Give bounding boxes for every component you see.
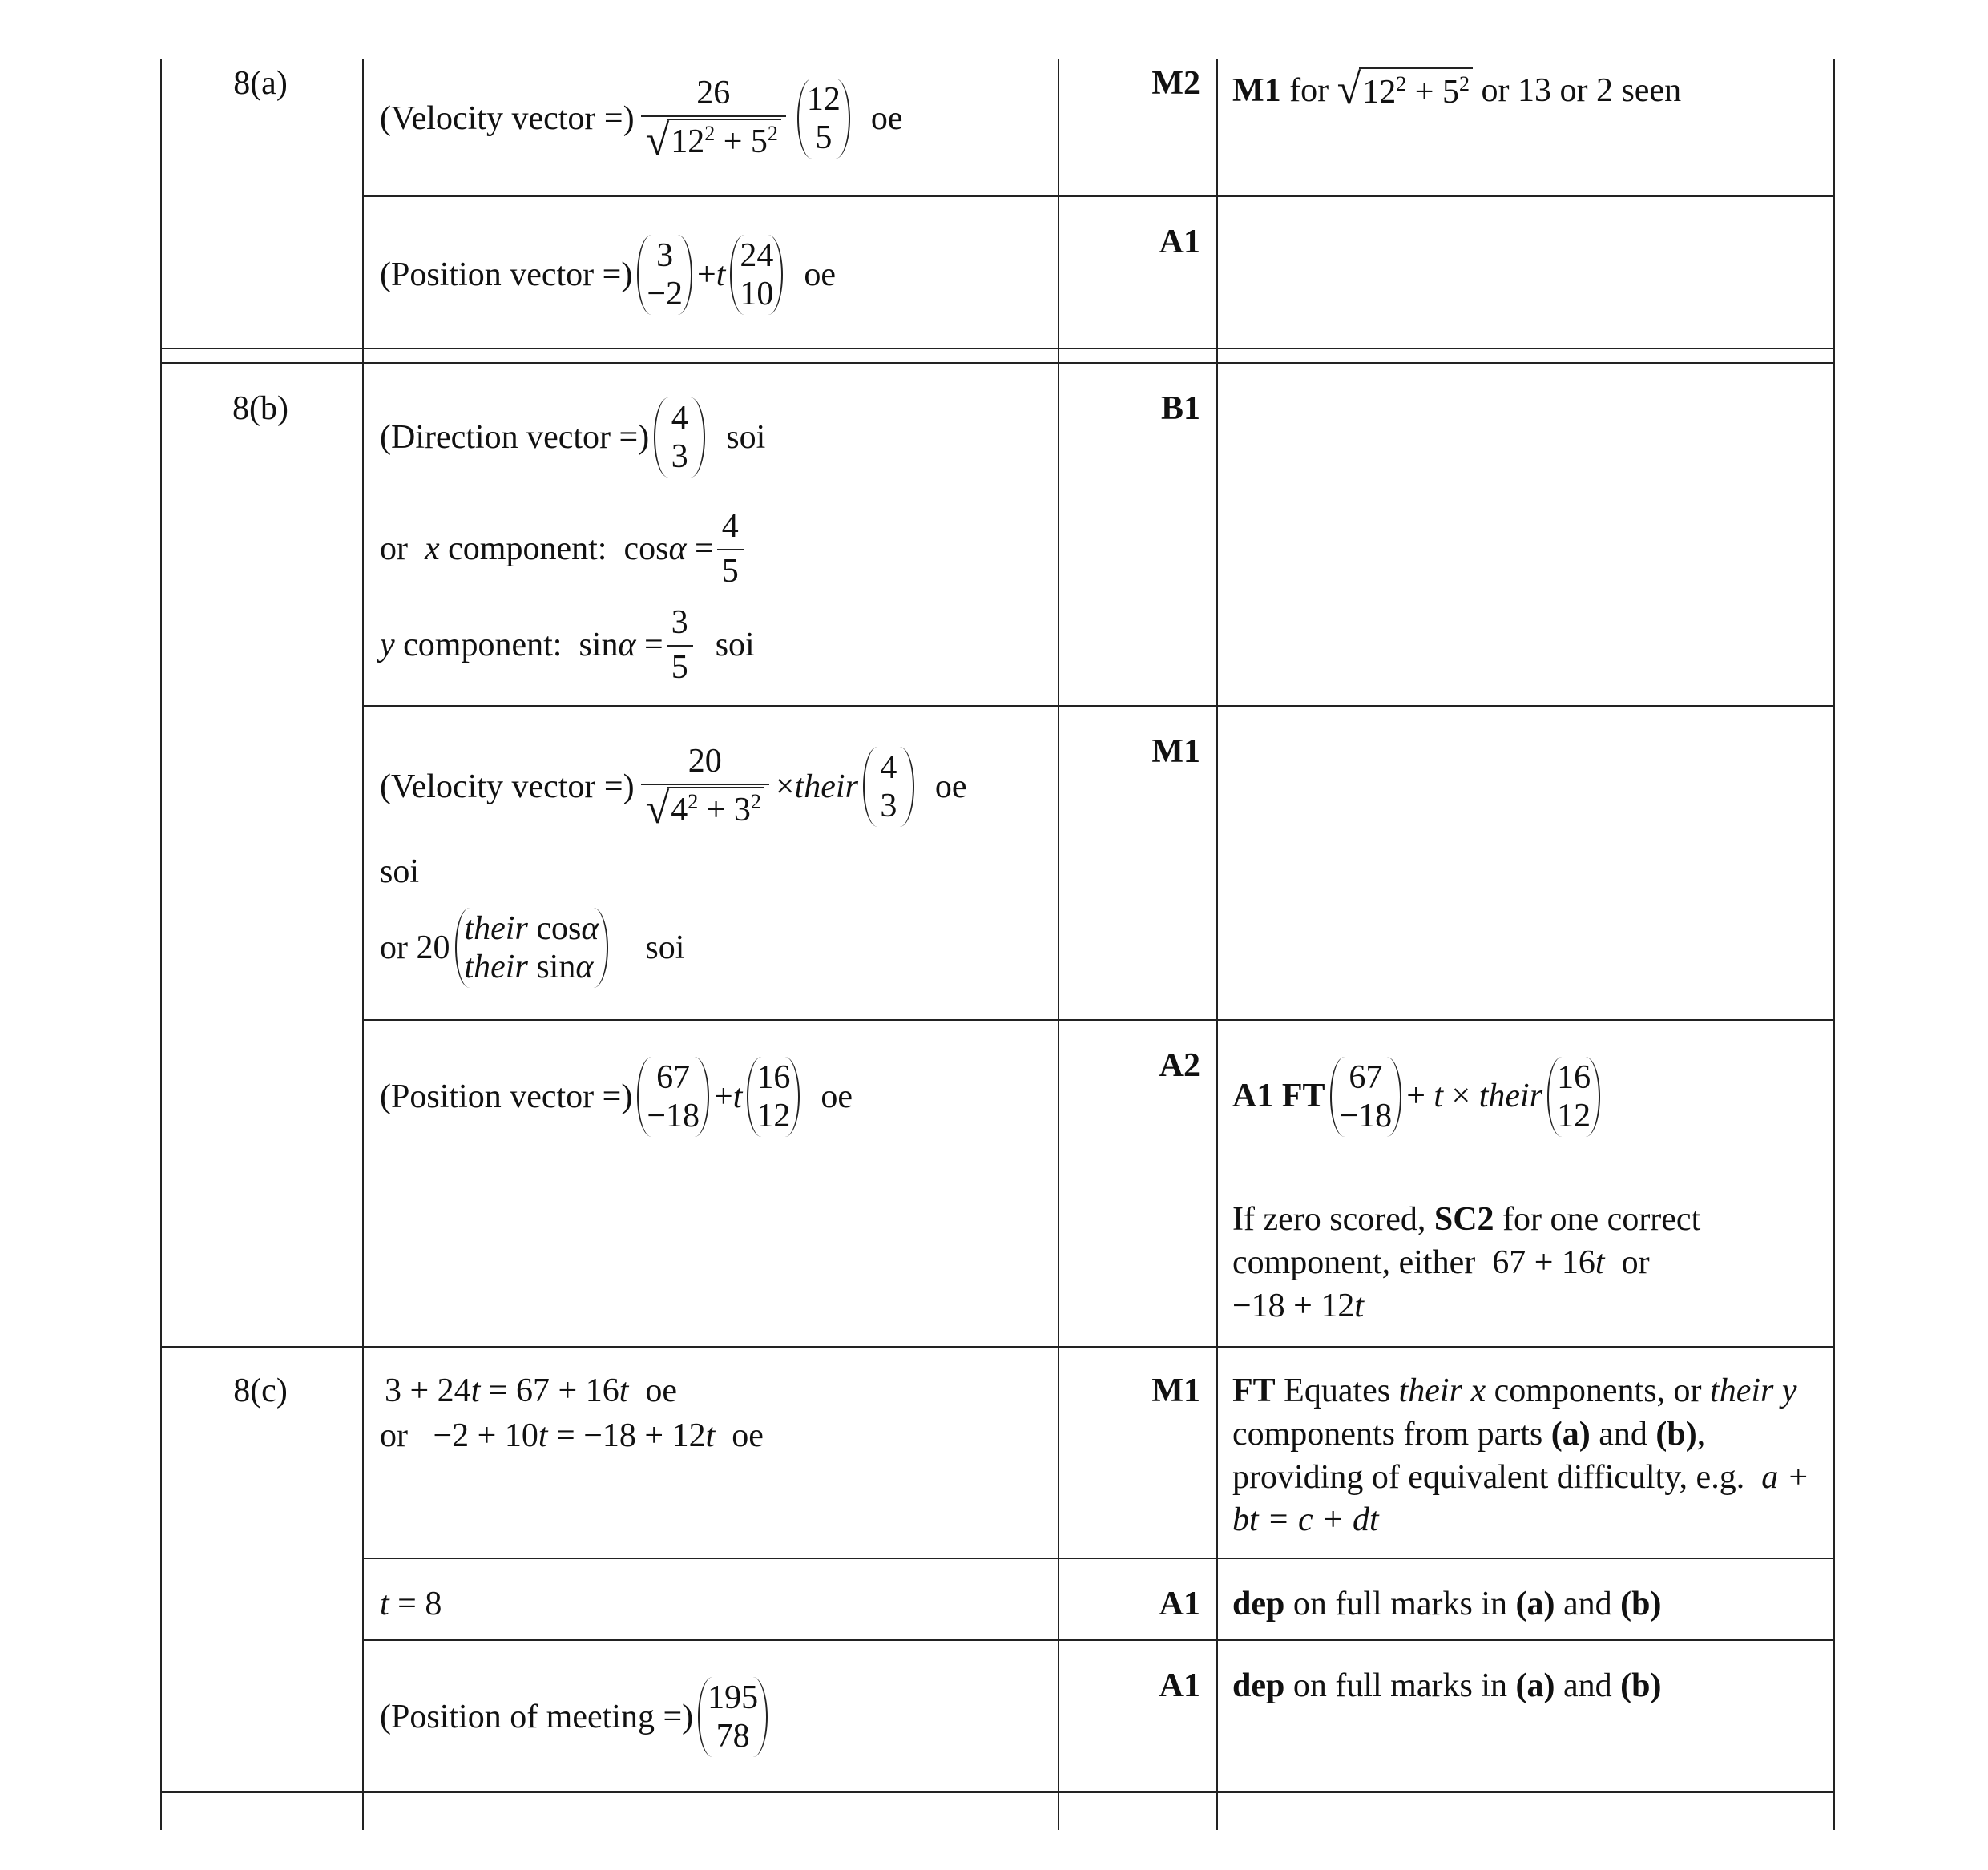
op: + xyxy=(1406,1078,1425,1115)
t-var: t xyxy=(705,1417,716,1454)
guidance-text: or xyxy=(1621,1243,1650,1281)
times: × xyxy=(775,768,795,805)
eq-term: = 67 + 16 xyxy=(488,1372,619,1409)
vec-bottom: 12 xyxy=(1557,1098,1591,1134)
velocity-prefix: (Velocity vector =) xyxy=(380,100,635,137)
component-word: component: xyxy=(403,627,563,663)
guidance-text: , providing of equivalent difficulty, xyxy=(1232,1415,1706,1496)
y-var: y xyxy=(380,627,395,663)
cos-fn: cos xyxy=(536,909,582,947)
or-word: or xyxy=(380,1417,408,1454)
guidance-text: or 13 or 2 seen xyxy=(1481,71,1682,109)
guidance-8c-3 xyxy=(1232,1665,1825,1708)
soi-note: soi xyxy=(645,929,685,966)
vec-bottom: −18 xyxy=(1339,1098,1393,1134)
term: 4 xyxy=(671,792,688,828)
oe-note: oe xyxy=(934,768,967,805)
eq-term: −2 + 10 xyxy=(433,1417,538,1454)
t-var: t xyxy=(538,1417,548,1454)
answer-8c-t-value xyxy=(380,1583,442,1626)
guidance-text: on full marks in xyxy=(1292,1667,1507,1704)
guidance-bold: A1 FT xyxy=(1232,1078,1325,1115)
sqrt: √ $4^2 + 3^2$ xyxy=(646,787,764,830)
guidance-text: and xyxy=(1563,1586,1612,1622)
guidance-8c-2 xyxy=(1232,1583,1825,1626)
guidance-8a-1 xyxy=(1232,67,1825,115)
column-vector xyxy=(637,1057,709,1138)
vec-top: 3 xyxy=(656,236,674,274)
term: 12 xyxy=(1362,74,1397,111)
row-line xyxy=(362,1019,1835,1021)
guidance-bold: (a) xyxy=(1515,1667,1555,1704)
col-line-2 xyxy=(362,59,364,1830)
mark-8c-3: A1 xyxy=(1159,1667,1200,1704)
op: + xyxy=(697,256,716,293)
column-vector xyxy=(654,397,705,478)
eq-term: = −18 + 12 xyxy=(556,1417,706,1454)
mark-8a-1: M2 xyxy=(1151,65,1200,102)
oe-note: oe xyxy=(732,1417,764,1454)
t-var: t xyxy=(380,1586,389,1622)
vec-top: 24 xyxy=(740,236,774,274)
guidance-text: for xyxy=(1289,71,1329,109)
row-line xyxy=(362,705,1835,707)
their-word: their xyxy=(794,768,858,805)
denominator xyxy=(641,115,786,163)
t-var: t xyxy=(1595,1243,1605,1281)
guidance-italic: their y xyxy=(1710,1372,1797,1409)
answer-8b-direction xyxy=(380,389,765,486)
term: 5 xyxy=(750,123,768,160)
guidance-italic: their x xyxy=(1398,1372,1486,1409)
op: + xyxy=(714,1078,733,1115)
vec-bottom: 78 xyxy=(716,1718,750,1755)
guidance-text: components, or xyxy=(1494,1372,1702,1409)
guidance-text: e.g. xyxy=(1696,1458,1745,1496)
col-line-3 xyxy=(1058,59,1059,1830)
vec-top: 16 xyxy=(756,1058,791,1096)
alpha: α xyxy=(618,627,636,663)
answer-8a-position xyxy=(380,223,836,327)
t-var: t xyxy=(732,1078,743,1115)
row-line-double-b xyxy=(160,362,1835,364)
soi-note: soi xyxy=(726,419,766,456)
vec-bottom: −18 xyxy=(647,1098,700,1134)
vec-bottom: 3 xyxy=(880,788,897,824)
answer-8a-velocity xyxy=(380,62,903,175)
vec-top: 195 xyxy=(708,1679,759,1716)
exp: 2 xyxy=(1396,72,1407,95)
answer-8b-velocity xyxy=(380,731,967,843)
guidance-bold: (b) xyxy=(1620,1586,1662,1622)
question-label-8a: 8(a) xyxy=(233,65,288,102)
cos-fn: cos xyxy=(623,530,669,567)
mark-8a-2: A1 xyxy=(1159,224,1200,260)
vec-top: 12 xyxy=(806,80,841,118)
mark-8c-1: M1 xyxy=(1151,1372,1200,1409)
sqrt: √ $12^2 + 5^2$ xyxy=(646,119,781,162)
vec-bottom: 10 xyxy=(740,276,774,312)
column-vector xyxy=(1330,1057,1402,1138)
column-vector xyxy=(730,235,783,316)
alpha: α xyxy=(575,949,594,985)
row-line xyxy=(160,1791,1835,1793)
guidance-text: for one correct xyxy=(1502,1201,1701,1238)
denominator xyxy=(641,784,769,832)
column-vector xyxy=(797,79,850,159)
question-label-8b: 8(b) xyxy=(232,390,288,427)
t-var: t xyxy=(716,256,726,293)
guidance-8b-sc2 xyxy=(1232,1199,1825,1328)
column-vector xyxy=(455,908,609,989)
eq-value: = 8 xyxy=(397,1586,442,1622)
or-20: or 20 xyxy=(380,929,450,966)
vec-bottom: 12 xyxy=(756,1098,791,1134)
exp: 2 xyxy=(704,122,716,145)
eq: = xyxy=(644,627,663,663)
position-prefix: (Position vector =) xyxy=(380,1078,633,1115)
guidance-bold: (a) xyxy=(1550,1415,1591,1453)
vec-bottom xyxy=(465,948,594,986)
fraction xyxy=(641,742,769,832)
guidance-text: on full marks in xyxy=(1292,1586,1507,1622)
vec-top: 67 xyxy=(656,1058,691,1096)
exp: 2 xyxy=(750,790,761,813)
direction-prefix: (Direction vector =) xyxy=(380,419,650,456)
oe-note: oe xyxy=(645,1372,678,1409)
mark-8b-1: B1 xyxy=(1160,390,1200,427)
numerator: 26 xyxy=(696,75,731,111)
vec-top: 67 xyxy=(1349,1058,1383,1096)
guidance-formula: a + bt = c + dt xyxy=(1232,1458,1810,1539)
t-var: t xyxy=(1434,1078,1444,1115)
row-line-double-a xyxy=(160,348,1835,349)
guidance-math: −18 + 12 xyxy=(1232,1287,1355,1324)
guidance-bold: FT xyxy=(1232,1372,1276,1409)
t-var: t xyxy=(619,1372,629,1409)
vec-top: 4 xyxy=(880,748,897,786)
position-prefix: (Position vector =) xyxy=(380,256,633,293)
guidance-text: If zero scored, xyxy=(1232,1201,1426,1238)
oe-note: oe xyxy=(870,100,903,137)
column-vector xyxy=(747,1057,800,1138)
numerator: 4 xyxy=(721,508,739,545)
col-line-1 xyxy=(160,59,162,1830)
answer-8b-y-component xyxy=(380,601,755,689)
times: × xyxy=(1451,1078,1471,1115)
column-vector xyxy=(1547,1057,1600,1138)
guidance-8c-1 xyxy=(1232,1370,1825,1542)
meeting-prefix: (Position of meeting =) xyxy=(380,1699,694,1735)
vec-bottom: 3 xyxy=(671,438,688,475)
guidance-text: and xyxy=(1599,1415,1647,1453)
t-var: t xyxy=(1354,1287,1365,1324)
exp: 2 xyxy=(688,790,699,813)
sin-fn: sin xyxy=(579,627,619,663)
denominator: 5 xyxy=(667,645,693,687)
alpha: α xyxy=(668,530,687,567)
eq: = xyxy=(695,530,714,567)
guidance-text: and xyxy=(1563,1667,1612,1704)
guidance-math: 67 + 16 xyxy=(1492,1243,1595,1281)
guidance-8b-3 xyxy=(1232,1045,1825,1149)
guidance-text: component, either xyxy=(1232,1243,1476,1281)
column-vector xyxy=(863,747,914,828)
guidance-bold: SC2 xyxy=(1434,1201,1494,1238)
alpha: α xyxy=(581,909,599,947)
x-var: x xyxy=(425,530,440,567)
col-line-4 xyxy=(1216,59,1218,1830)
velocity-prefix: (Velocity vector =) xyxy=(380,768,635,805)
oe-note: oe xyxy=(821,1078,853,1115)
their-word: their xyxy=(1478,1078,1543,1115)
oe-note: oe xyxy=(804,256,837,293)
op: + xyxy=(723,123,743,160)
answer-8c-equation xyxy=(385,1370,677,1413)
component-word: component: xyxy=(448,530,607,567)
op: + xyxy=(1414,74,1434,111)
or-word: or xyxy=(380,530,408,567)
op: + xyxy=(706,792,726,828)
vec-top: 4 xyxy=(671,399,688,437)
t-var: t xyxy=(470,1372,481,1409)
mark-8c-2: A1 xyxy=(1159,1586,1200,1622)
term: 12 xyxy=(671,123,705,160)
term: 3 xyxy=(733,792,751,828)
exp: 2 xyxy=(767,122,778,145)
eq-term: 3 + 24 xyxy=(385,1372,471,1409)
answer-8c-equation-alt xyxy=(380,1415,764,1457)
numerator: 3 xyxy=(671,604,688,641)
guidance-bold: (a) xyxy=(1515,1586,1555,1622)
soi-note: soi xyxy=(715,627,755,663)
guidance-bold: dep xyxy=(1232,1586,1285,1622)
vec-top: 16 xyxy=(1557,1058,1591,1096)
answer-8b-position xyxy=(380,1045,853,1149)
sqrt: √ $12^2 + 5^2$ xyxy=(1337,67,1473,115)
row-line xyxy=(362,1558,1835,1559)
mark-8b-2: M1 xyxy=(1151,733,1200,770)
term: 5 xyxy=(1442,74,1459,111)
exp: 2 xyxy=(1458,72,1470,95)
mark-8b-3: A2 xyxy=(1159,1047,1200,1084)
vec-top xyxy=(465,909,599,948)
their-word: their xyxy=(464,949,528,985)
their-word: their xyxy=(464,909,528,947)
column-vector xyxy=(637,235,692,316)
col-line-5 xyxy=(1833,59,1835,1830)
guidance-bold: dep xyxy=(1232,1667,1285,1704)
row-line xyxy=(362,1639,1835,1641)
soi-line: soi xyxy=(380,853,420,890)
vec-bottom: −2 xyxy=(647,276,683,312)
guidance-text: components from parts xyxy=(1232,1415,1543,1453)
column-vector xyxy=(698,1677,768,1758)
question-label-8c: 8(c) xyxy=(233,1372,288,1409)
row-line xyxy=(362,195,1835,197)
guidance-bold: (b) xyxy=(1655,1415,1697,1453)
sin-fn: sin xyxy=(536,949,576,985)
fraction xyxy=(641,74,786,163)
fraction xyxy=(667,603,693,687)
answer-8b-velocity-alt xyxy=(380,896,684,1000)
answer-8b-x-component xyxy=(380,505,750,593)
fraction xyxy=(717,507,744,590)
guidance-bold: (b) xyxy=(1620,1667,1662,1704)
numerator: 20 xyxy=(688,743,722,780)
guidance-bold: M1 xyxy=(1232,71,1281,109)
vec-bottom: 5 xyxy=(815,119,833,156)
denominator: 5 xyxy=(717,549,744,590)
row-line xyxy=(160,1346,1835,1348)
guidance-text: Equates xyxy=(1284,1372,1391,1409)
answer-8c-meeting xyxy=(380,1665,772,1769)
